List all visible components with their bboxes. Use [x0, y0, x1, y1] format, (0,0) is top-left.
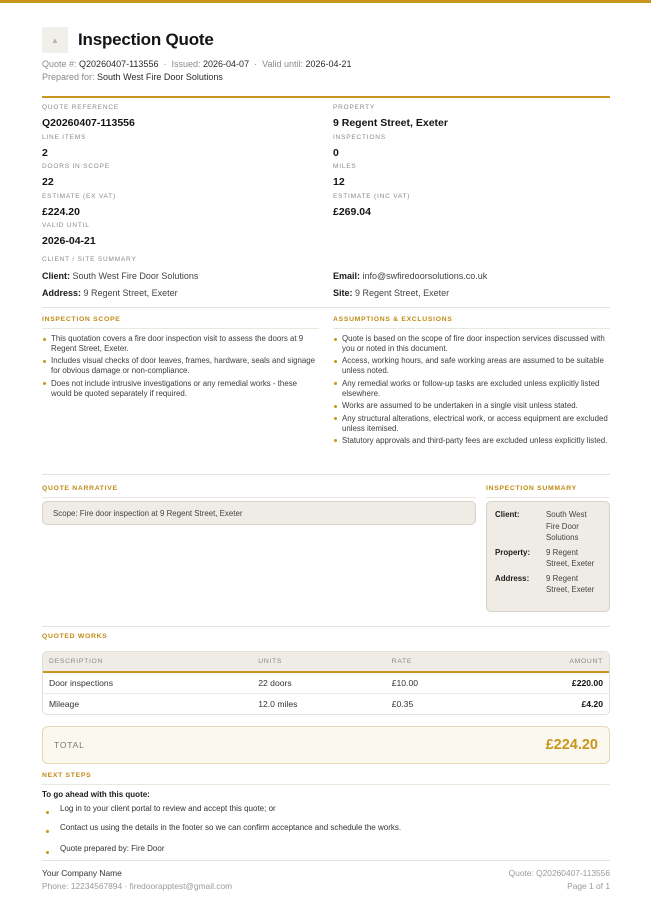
assumption-item: Any structural alterations, electrical work, or access equipment are excluded unless itemised.: [333, 414, 610, 434]
footer-page-number: Page 1 of 1: [567, 881, 610, 891]
inspections-value: 0: [333, 147, 339, 159]
inspection-summary-key: Property:: [495, 547, 531, 557]
assumptions-heading: ASSUMPTIONS & EXCLUSIONS: [333, 316, 453, 323]
inspection-scope-heading: INSPECTION SCOPE: [42, 316, 121, 323]
cell-description: Mileage: [49, 698, 80, 709]
site-line: Site: 9 Regent Street, Exeter: [333, 288, 450, 298]
quoted-works-table: [42, 651, 610, 715]
valid-until-date: 2026-04-21: [305, 59, 352, 69]
quote-number: Q20260407-113556: [79, 59, 159, 69]
assumptions-list: [333, 334, 610, 448]
inspection-summary-row: [495, 547, 601, 573]
estimate-ex-vat-label: ESTIMATE (EX VAT): [42, 193, 116, 200]
footer-contact: Phone: 12234567894 · firedoorapptest@gmail.com: [42, 881, 233, 891]
column-header-rate: RATE: [386, 652, 494, 672]
next-steps-heading: NEXT STEPS: [42, 772, 92, 779]
cell-rate: £0.35: [391, 698, 414, 709]
section-underline: [486, 497, 610, 498]
footer-divider: [42, 860, 610, 861]
inspection-summary-value: 9 Regent Street, Exeter: [546, 573, 595, 594]
inspection-summary-key: Client:: [495, 510, 520, 519]
section-underline: [42, 328, 319, 329]
quote-reference-value: Q20260407-113556: [42, 117, 135, 129]
email-line: Email: info@swfiredoorsolutions.co.uk: [333, 271, 488, 281]
next-step-item: Quote prepared by: Fire Door: [42, 844, 165, 853]
property-value: 9 Regent Street, Exeter: [333, 117, 448, 129]
doors-in-scope-value: 22: [42, 176, 54, 188]
header-divider: [42, 96, 610, 98]
table-row: [43, 672, 609, 693]
inspection-summary-value: 9 Regent Street, Exeter: [546, 547, 595, 568]
estimate-inc-vat-label: ESTIMATE (INC VAT): [333, 193, 411, 200]
section-underline: [333, 328, 610, 329]
assumption-item: Works are assumed to be undertaken in a single visit unless stated.: [333, 401, 610, 411]
section-underline: [42, 497, 476, 498]
next-step-item: Contact us using the details in the footer so we can confirm acceptance and schedule the works.: [42, 823, 401, 832]
total-box: [42, 726, 610, 764]
miles-value: 12: [333, 176, 345, 188]
quote-narrative-box: Scope: Fire door inspection at 9 Regent Street, Exeter: [42, 501, 476, 525]
narrative-divider: [42, 626, 610, 627]
assumption-item: Statutory approvals and third-party fees are excluded unless explicitly listed.: [333, 436, 610, 446]
prepared-for-name: South West Fire Door Solutions: [97, 72, 223, 82]
valid-until-label: VALID UNTIL: [42, 222, 90, 229]
quoted-works-heading: QUOTED WORKS: [42, 633, 108, 640]
total-label: TOTAL: [54, 740, 85, 750]
inspection-summary-row: [495, 573, 601, 599]
client-line: Client: South West Fire Door Solutions: [42, 271, 199, 281]
image-placeholder-icon: ▲: [42, 27, 68, 53]
assumption-item: Any remedial works or follow-up tasks are excluded unless explicitly listed elsewhere.: [333, 379, 610, 399]
inspection-summary-heading: INSPECTION SUMMARY: [486, 485, 577, 492]
inspection-summary-key: Address:: [495, 573, 530, 583]
column-header-amount: AMOUNT: [493, 652, 609, 672]
prepared-for-line: Prepared for: South West Fire Door Solutions: [42, 72, 223, 82]
inspection-scope-list: [42, 334, 319, 401]
section-underline: [42, 784, 610, 785]
property-label: PROPERTY: [333, 104, 376, 111]
estimate-inc-vat-value: £269.04: [333, 206, 371, 218]
column-header-units: UNITS: [252, 652, 385, 672]
cell-rate: £10.00: [386, 672, 494, 693]
line-items-label: LINE ITEMS: [42, 134, 87, 141]
next-step-item: Log in to your client portal to review and accept this quote; or: [42, 804, 276, 813]
quote-narrative-heading: QUOTE NARRATIVE: [42, 485, 118, 492]
miles-label: MILES: [333, 163, 357, 170]
footer-company: Your Company Name: [42, 868, 122, 878]
page-title: Inspection Quote: [78, 30, 214, 49]
inspection-summary-row: [495, 509, 601, 547]
scope-item: Includes visual checks of door leaves, frames, hardware, seals and signage for obvious damage or non-compliance.: [42, 356, 319, 376]
scope-divider: [42, 474, 610, 475]
cell-amount: £4.20: [581, 698, 603, 709]
cell-units: 12.0 miles: [258, 698, 298, 709]
inspection-summary-box: [486, 501, 610, 612]
quote-meta-line: Quote #: Q20260407-113556 · Issued: 2026-04-07 · Valid until: 2026-04-21: [42, 59, 352, 69]
total-value: £224.20: [545, 737, 598, 753]
scope-item: This quotation covers a fire door inspection visit to assess the doors at 9 Regent Street, Exeter.: [42, 334, 319, 354]
inspections-label: INSPECTIONS: [333, 134, 386, 141]
issued-date: 2026-04-07: [203, 59, 250, 69]
assumption-item: Quote is based on the scope of fire door inspection services discussed with you or noted in this document.: [333, 334, 610, 354]
footer-quote-ref: Quote: Q20260407-113556: [508, 868, 610, 878]
valid-until-value: 2026-04-21: [42, 235, 96, 247]
client-site-summary-label: CLIENT / SITE SUMMARY: [42, 256, 137, 263]
doors-in-scope-label: DOORS IN SCOPE: [42, 163, 110, 170]
cell-description: Door inspections: [43, 672, 252, 693]
cell-units: 22 doors: [252, 672, 385, 693]
line-items-value: 2: [42, 147, 48, 159]
assumption-item: Access, working hours, and safe working areas are assumed to be suitable unless noted.: [333, 356, 610, 376]
column-header-description: DESCRIPTION: [43, 652, 252, 672]
inspection-summary-value: South West Fire Door Solutions: [546, 510, 587, 542]
estimate-ex-vat-value: £224.20: [42, 206, 80, 218]
quote-reference-label: QUOTE REFERENCE: [42, 104, 120, 111]
summary-divider: [42, 307, 610, 308]
next-steps-intro: To go ahead with this quote:: [42, 790, 150, 799]
scope-item: Does not include intrusive investigations or any remedial works - these would be quoted separately if required.: [42, 379, 319, 399]
table-row: [43, 693, 609, 714]
document-header: [42, 27, 214, 53]
cell-amount: £220.00: [493, 672, 609, 693]
top-accent-bar: [0, 0, 651, 3]
address-line: Address: 9 Regent Street, Exeter: [42, 288, 178, 298]
